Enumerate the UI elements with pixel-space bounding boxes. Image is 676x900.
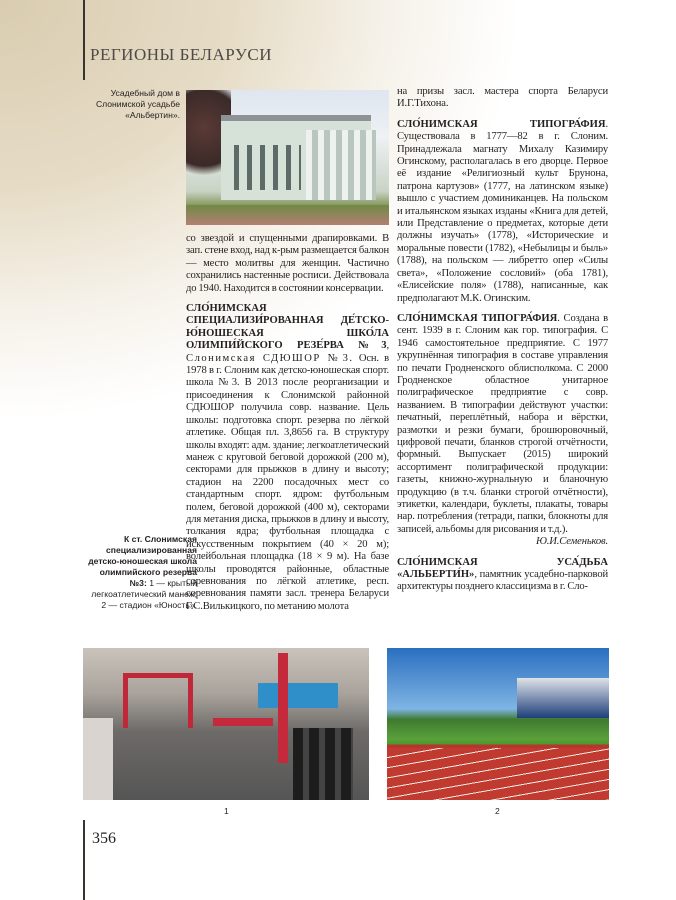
entry-title: СЛО́НИМСКАЯ ТИПОГРА́ФИЯ (397, 312, 558, 324)
header-rule (83, 0, 85, 80)
top-photo-caption: Усадебный дом в Слонимской усадьбе «Альбертин». (95, 88, 180, 120)
right-column (397, 86, 608, 594)
entry-text: Существовала в 1777—82 в г. Слоним. Принадлежала магнату Михалу Казимиру Огинскому, располагалась в его дворце. Первое её издание «Религиозный культ Брунона, патрона картузов» (1777, на латинском языке) вышло с участием доминиканцев. На польском и итальянском языках изданы «Книга для детей, или Представление о предметах, которые дети должны изучать» (1778), «Исторические и моральные повести (1782), «Небылицы и быль» (1788), на польском — либретто опер «Силы света», «Положение сословий» (оба 1781), «Елисейские поля» (1788), написанные, как предполагают М.К. Огинским. (397, 131, 608, 304)
entry-text: Осн. в 1978 в г. Слоним как детско-юношеская спорт. школа №3. В 2013 после реорганизации и присоединения к Слонимской районной СДЮШОР получила совр. название. Цель школы: подготовка спорт. резерва по лёгкой атлетике. Общая пл. 3,8656 га. В структуру школы входят: адм. здание; легкоатлетический манеж с круговой беговой дорожкой (200 м), секторами для прыжков в длину и высоту; стадион на 2200 посадочных мест со стандартным спорт. ядром: футбольным полем, беговой дорожкой (400 м), секторами для метания диска, прыжков в длину и высоту, толкания ядра; футбольная площадка с искусственным покрытием (40 × 20 м); волейбольная площадка (18 × 9 м). На базе школы проводятся районные, областные соревнования по лёгкой атлетике, респ. соревнования памяти засл. тренера Беларуси Г.С.Вилькицкого, по метанию молота (186, 352, 390, 612)
page-number: 356 (92, 830, 116, 847)
photo-label-1: 1 (224, 806, 229, 816)
photo-label-2: 2 (495, 806, 500, 816)
middle-column (186, 233, 389, 613)
manor-house-photo (186, 90, 389, 225)
section-title: РЕГИОНЫ БЕЛАРУСИ (90, 45, 272, 64)
entry-text: Создана в сент. 1939 в г. Слоним как гор. типография. С 1946 самостоятельное предприятие. С 1977 укрупнённая типография в составе управления по печати Гродненского облисполкома. С 2000 Гродненское областное унитарное полиграфическое предприятие с совр. названием. В типографии действуют участки: печатный, переплётный, набора и вёрстки, размотки и резки бумаги, брошюровочный, цифровой печати, бланков строгой отчётности, формный. Выпускает (2015) широкий ассортимент полиграфической продукции: газеты, книжно-журнальную и бланочную продукцию (в т.ч. бланки строгой отчётности), этикетки, календари, буклеты, плакаты, товары нар. потребления (тетради, папки, блокноты для записей, альбомы для рисования и т.д.). (397, 312, 608, 535)
entry-alt-name: Слонимская СДЮШОР №3. (186, 352, 354, 364)
side-caption-title: К ст. Слонимская специализированная детско-юношеская школа олимпийского резерва №3: (88, 534, 197, 588)
side-caption-text: 1 — крытый легкоатлетический манеж; 2 — стадион «Юность». (91, 578, 197, 610)
entry-title: СЛО́НИМСКАЯ ТИПОГРА́ФИЯ (397, 118, 606, 130)
entry-albertin (397, 557, 608, 594)
entry-typography-2: СЛО́НИМСКАЯ ТИПОГРА́ФИЯ. Создана в сент. 1939 в г. Слоним как гор. типография. С 1946 самостоятельное предприятие. С 1977 укрупнённая типография в составе управления по печати Гродненского облисполкома. С 2000 Гродненское областное унитарное полиграфическое предприятие с совр. названием. В типографии действуют участки: печатный, переплётный, набора и вёрстки, размотки и резки бумаги, брошюровочный, цифровой печати, бланков строгой отчётности, формный. Выпускает (2015) широкий ассортимент полиграфической продукции: газеты, книжно-журнальную и бланочную продукцию (в т.ч. бланки строгой отчётности), этикетки, календари, буклеты, плакаты, товары нар. потребления (тетради, папки, блокноты для записей, альбомы для рисования и т.д.). (397, 312, 608, 535)
entry-text: , памятник усадебно-парковой архитектуры позднего классицизма в г. Сло- (397, 569, 608, 593)
entry-title: СЛО́НИМСКАЯ СПЕЦИАЛИЗИ́РОВАННАЯ ДЕ́ТСКО-Ю́НОШЕСКАЯ ШКО́ЛА ОЛИМПИ́ЙСКОГО РЕЗЕ́РВА №3 (186, 303, 389, 352)
author-signature: Ю.И.Семеньков. (536, 536, 608, 548)
paragraph: на призы засл. мастера спорта Беларуси И.Г.Тихона. (397, 86, 608, 110)
entry-school: СЛО́НИМСКАЯ СПЕЦИАЛИЗИ́РОВАННАЯ ДЕ́ТСКО-Ю́НОШЕСКАЯ ШКО́ЛА ОЛИМПИ́ЙСКОГО РЕЗЕ́РВА №3, Слонимская СДЮШОР №3. Осн. в 1978 в г. Слоним как детско-юношеская спорт. школа №3. В 2013 после реорганизации и присоединения к Слонимской районной СДЮШОР получила совр. название. Цель школы: подготовка спорт. резерва по лёгкой атлетике. Общая пл. 3,8656 га. В структуру школы входят: адм. здание; легкоатлетический манеж с круговой беговой дорожкой (200 м), секторами для прыжков в длину и высоту; стадион на 2200 посадочных мест со стандартным спорт. ядром: футбольным полем, беговой дорожкой (400 м), секторами для метания диска, прыжков в длину и высоту, толкания ядра; футбольная площадка с искусственным покрытием (40 × 20 м); волейбольная площадка (18 × 9 м). На базе школы проводятся районные, областные соревнования по лёгкой атлетике, респ. соревнования памяти засл. тренера Беларуси Г.С.Вилькицкого, по метанию молота (186, 303, 390, 612)
stadium-photo (387, 648, 609, 800)
entry-typography-1: СЛО́НИМСКАЯ ТИПОГРА́ФИЯ. Существовала в 1777—82 в г. Слоним. Принадлежала магнату Михалу Казимиру Огинскому, располагалась в его дворце. Первое её издание «Религиозный культ Брунона, патрона картузов» (1777, на латинском языке) вышло с участием доминиканцев. На польском и итальянском языках изданы «Книга для детей, или Представление о предметах, которые дети должны изучать» (1778), «Исторические и моральные повести (1782), «Небылицы и быль» (1788), на польском — либретто опер «Силы света», «Положение сословий» (оба 1781), «Елисейские поля» (1788), написанные, как предполагают М.К. Огинским. (397, 118, 608, 304)
entry-title: СЛО́НИМСКАЯ УСА́ДЬБА «АЛЬБЕРТИ́Н» (397, 556, 608, 581)
indoor-arena-photo (83, 648, 369, 800)
side-caption (86, 534, 197, 611)
footer-rule (83, 820, 85, 900)
paragraph: со звездой и спущенными драпировками. В зап. стене вход, над к-рым размещается балкон — место молитвы для женщин. Частично сохранились настенные росписи. Действовала до 1940. Находится в состоянии консервации. (186, 233, 389, 294)
